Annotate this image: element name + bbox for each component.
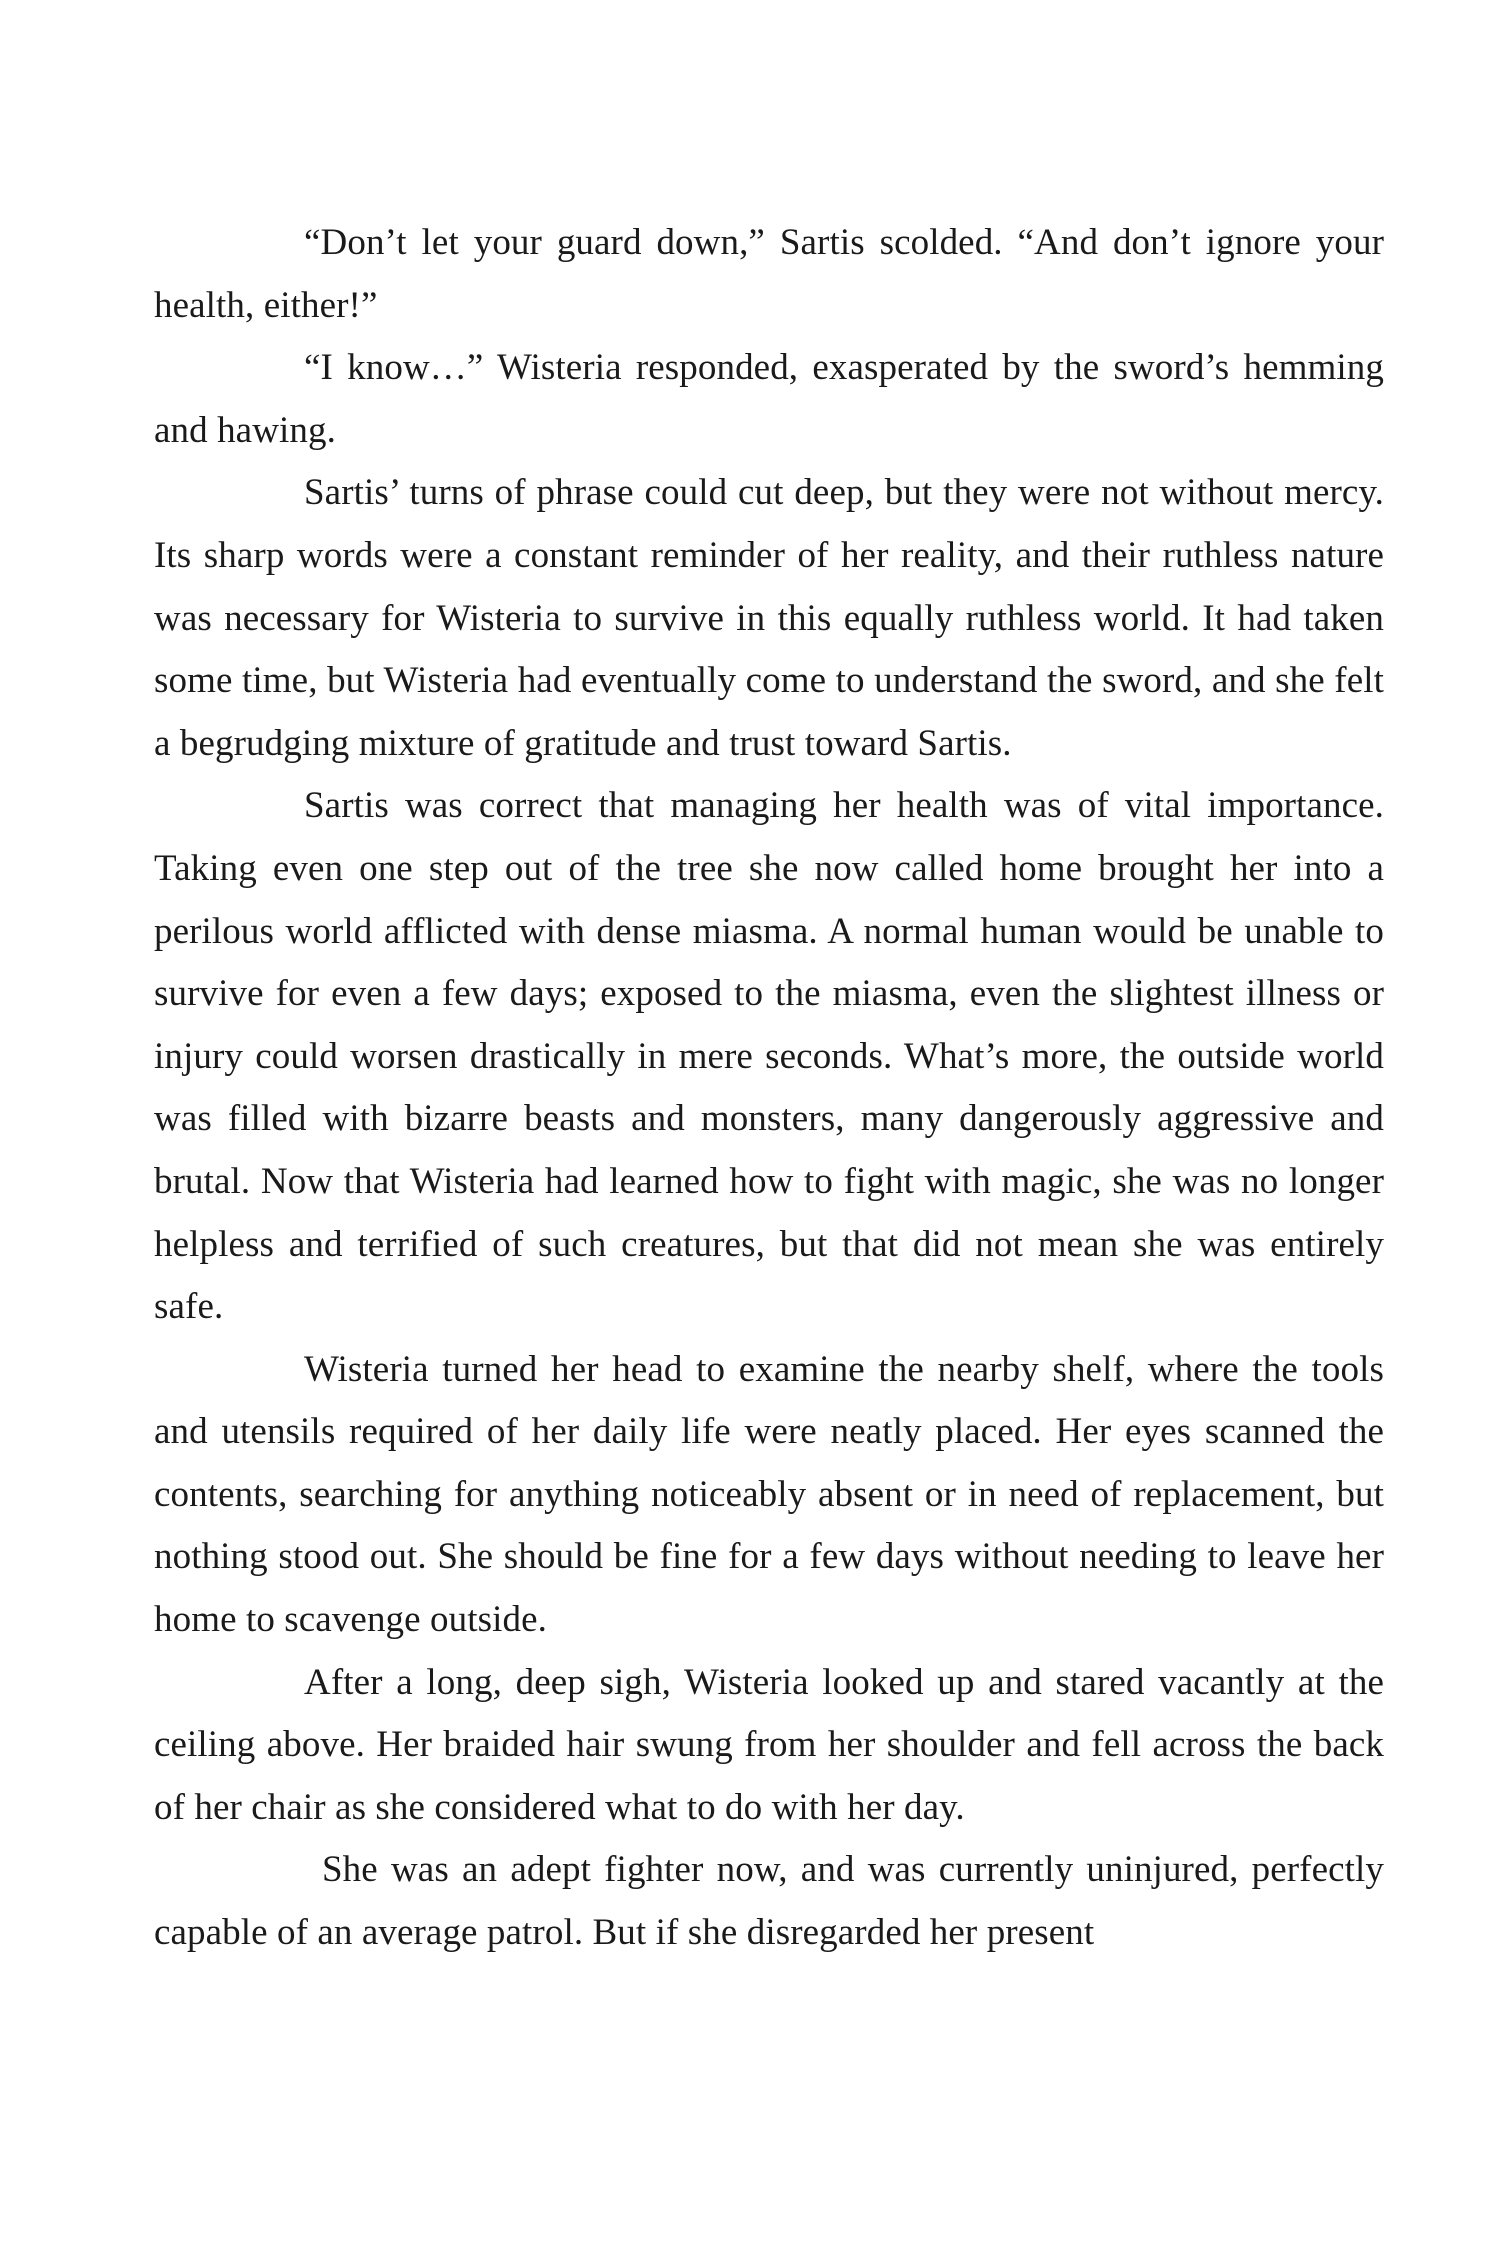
body-text — [154, 212, 1384, 1965]
paragraph-7: She was an adept fighter now, and was currently uninjured, perfectly capable of an average patrol. But if she disregarded her present — [154, 1849, 1384, 1954]
paragraph-2: “I know…” Wisteria responded, exasperated by the sword’s hemming and hawing. — [154, 347, 1384, 451]
paragraph-4: Sartis was correct that managing her health was of vital importance. Taking even one step out of the tree she now called home brought her into a perilous world afflicted with dense miasma. A normal human would be unable to survive for even a few days; exposed to the miasma, even the slightest illness or injury could worsen drastically in mere seconds. What’s more, the outside world was filled with bizarre beasts and monsters, many dangerously aggressive and brutal. Now that Wisteria had learned how to fight with magic, she was no longer helpless and terrified of such creatures, but that did not mean she was entirely safe. — [154, 785, 1384, 1328]
paragraph-3: Sartis’ turns of phrase could cut deep, but they were not without mercy. Its sharp words were a constant reminder of her reality, and their ruthless nature was necessary for Wisteria to survive in this equally ruthless world. It had taken some time, but Wisteria had eventually come to understand the sword, and she felt a begrudging mixture of gratitude and trust toward Sartis. — [154, 472, 1384, 764]
paragraph-5: Wisteria turned her head to examine the nearby shelf, where the tools and utensils required of her daily life were neatly placed. Her eyes scanned the contents, searching for anything noticeably absent or in need of replacement, but nothing stood out. She should be fine for a few days without needing to leave her home to scavenge outside. — [154, 1348, 1384, 1641]
paragraph-1: “Don’t let your guard down,” Sartis scolded. “And don’t ignore your health, either!” — [154, 222, 1384, 326]
paragraph-6: After a long, deep sigh, Wisteria looked up and stared vacantly at the ceiling above. Her braided hair swung from her shoulder and fell across the back of her chair as she considered what to do with her day. — [154, 1661, 1384, 1828]
